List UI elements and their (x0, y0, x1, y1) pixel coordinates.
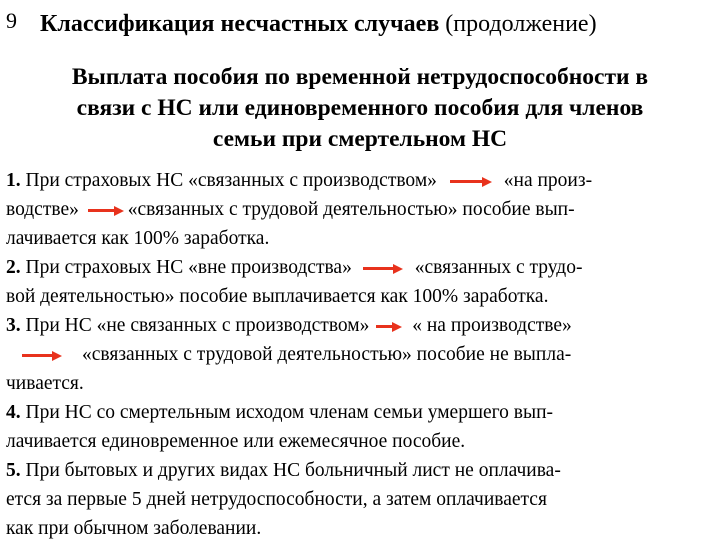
title-normal: (продолжение) (445, 11, 597, 37)
item-number: 1. (6, 170, 21, 191)
arrow-right-icon (376, 322, 402, 332)
item-number: 2. (6, 257, 21, 278)
item-text: «связанных с трудо- (414, 257, 583, 278)
item-text: «на произ- (503, 170, 593, 191)
paragraph-line: ется за первые 5 дней нетрудоспособности, а затем оплачивается (6, 489, 547, 510)
item-text: « на производстве» (412, 315, 572, 336)
item-number: 4. (6, 402, 21, 423)
slide-title (40, 10, 715, 38)
slide-number: 9 (6, 8, 17, 33)
paragraph-line: лачивается как 100% заработка. (6, 228, 270, 249)
paragraph-line (6, 340, 718, 369)
item-text: «связанных с трудовой деятельностью» пособие не выпла- (82, 344, 572, 365)
paragraph-line (6, 195, 718, 224)
item-text: «связанных с трудовой деятельностью» пособие вып- (127, 199, 575, 220)
paragraph-line: вой деятельностью» пособие выплачивается как 100% заработка. (6, 286, 549, 307)
subtitle-line: Выплата пособия по временной нетрудоспособности в (71, 64, 649, 90)
item-text: При НС со смертельным исходом членам семьи умершего вып- (25, 402, 553, 423)
paragraph-line (6, 253, 718, 282)
item-number: 5. (6, 460, 21, 481)
arrow-right-icon (450, 177, 492, 187)
subtitle (6, 62, 714, 155)
arrow-right-icon (88, 206, 124, 216)
paragraph-line: чивается. (6, 373, 84, 394)
subtitle-line: семьи при смертельном НС (212, 126, 508, 152)
item-text: При бытовых и других видах НС больничный лист не оплачива- (25, 460, 561, 481)
paragraph-line: лачивается единовременное или ежемесячное пособие. (6, 431, 466, 452)
title-bold: Классификация несчастных случаев (40, 11, 440, 37)
subtitle-line: связи с НС или единовременного пособия для членов (76, 95, 644, 121)
paragraph-line (6, 166, 718, 195)
paragraph-line: как при обычном заболевании. (6, 518, 262, 539)
item-text: водстве» (6, 199, 79, 220)
arrow-right-icon (22, 351, 62, 361)
arrow-right-icon (363, 264, 403, 274)
item-text: При страховых НС «связанных с производством» (25, 170, 437, 191)
item-number: 3. (6, 315, 21, 336)
paragraph-line (6, 456, 718, 485)
paragraph-line (6, 398, 718, 427)
item-text: При страховых НС «вне производства» (25, 257, 352, 278)
paragraph-line (6, 311, 718, 340)
body-text (6, 166, 718, 543)
item-text: При НС «не связанных с производством» (25, 315, 370, 336)
